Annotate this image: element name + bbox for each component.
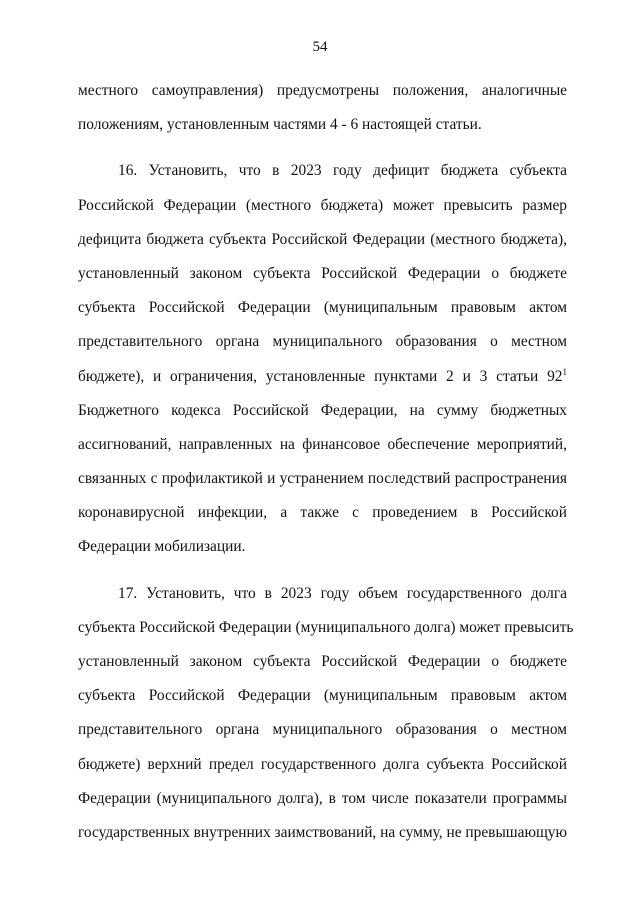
text-line-with-superscript xyxy=(78,360,567,394)
text-line: установленный законом субъекта Российской Федерации о бюджете xyxy=(78,653,567,670)
text-line: бюджете), и ограничения, установленные пунктами 2 и 3 статьи 92 xyxy=(78,367,563,385)
page-number: 54 xyxy=(312,39,328,55)
text-line: положениям, установленным частями 4 - 6 настоящей статьи. xyxy=(78,116,482,134)
text-line: Федерации (муниципального долга), в том числе показатели программы xyxy=(78,789,567,807)
text-line: Бюджетного кодекса Российской Федерации, на сумму бюджетных xyxy=(78,401,567,419)
text-line: ассигнований, направленных на финансовое обеспечение мероприятий, xyxy=(78,435,567,453)
text-line: Федерации мобилизации. xyxy=(78,538,246,556)
text-line: представительного органа муниципального образования о местном xyxy=(78,333,567,351)
text-line: связанных с профилактикой и устранением последствий распространения xyxy=(78,470,567,488)
text-line: субъекта Российской Федерации (муниципальным правовым актом xyxy=(78,299,567,317)
text-line: 17. Установить, что в 2023 году объем государственного долга xyxy=(118,584,567,602)
text-line: государственных внутренних заимствований, на сумму, не превышающую xyxy=(78,823,568,841)
article-superscript: 1 xyxy=(562,366,567,377)
text-line: местного самоуправления) предусмотрены положения, аналогичные xyxy=(78,82,567,99)
text-line: представительного органа муниципального образования о местном xyxy=(78,721,567,739)
text-line: Российской Федерации (местного бюджета) может превысить размер xyxy=(78,196,567,214)
text-line: установленный законом субъекта Российской Федерации о бюджете xyxy=(78,264,567,282)
paragraph-17 xyxy=(78,577,574,851)
text-line: 16. Установить, что в 2023 году дефицит бюджета субъекта xyxy=(118,162,567,180)
paragraph-16 xyxy=(78,154,567,564)
text-line: дефицита бюджета субъекта Российской Федерации (местного бюджета), xyxy=(78,230,567,248)
text-line: субъекта Российской Федерации (муниципальным правовым актом xyxy=(78,687,567,705)
paragraph-continuation xyxy=(78,74,567,142)
text-line: бюджете) верхний предел государственного долга субъекта Российской xyxy=(78,755,567,773)
document-body xyxy=(78,74,574,850)
text-line: коронавирусной инфекции, а также с проведением в Российской xyxy=(78,504,567,522)
text-line: субъекта Российской Федерации (муниципального долга) может превысить xyxy=(78,618,574,636)
